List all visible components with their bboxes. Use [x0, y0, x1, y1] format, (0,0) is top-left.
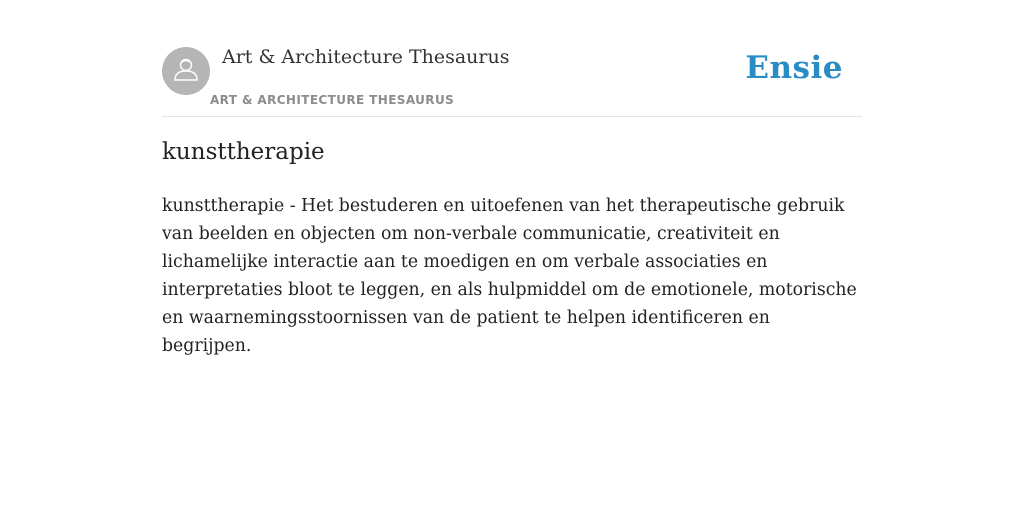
- ensie-logo[interactable]: Ensie: [745, 50, 843, 86]
- entry-header: [162, 0, 862, 117]
- page-container: [162, 0, 862, 356]
- definition-text: kunsttherapie - Het bestuderen en uitoefenen van het therapeutische gebruik van beelden en objecten om non-verbale communicatie, creativiteit en lichamelijke interactie aan te moedigen en om verbale associaties en interpretaties bloot te leggen, en als hulpmiddel om de emotionele, motorische en waarnemingsstoornissen van de patient te helpen identificeren en begrijpen.: [162, 196, 857, 356]
- source-label[interactable]: ART & ARCHITECTURE THESAURUS: [210, 93, 455, 107]
- user-icon: [172, 55, 200, 87]
- avatar[interactable]: [162, 47, 210, 95]
- author-name[interactable]: Art & Architecture Thesaurus: [222, 46, 510, 68]
- page-title: kunsttherapie: [162, 139, 325, 165]
